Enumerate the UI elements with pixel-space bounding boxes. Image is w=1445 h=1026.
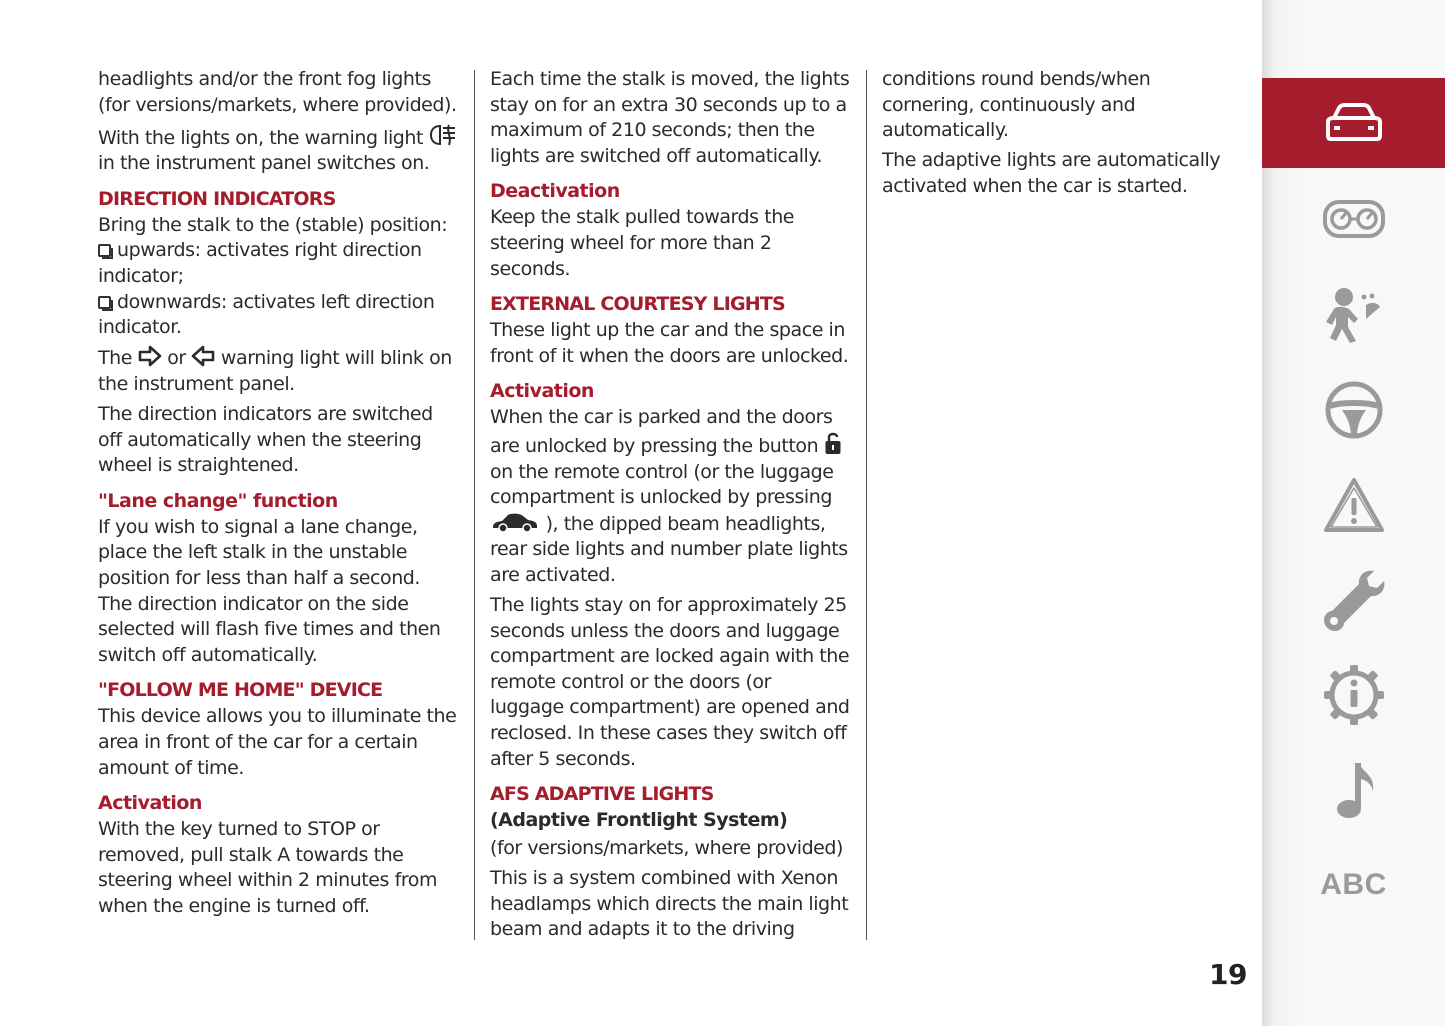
paragraph: The lights stay on for approximately 25 seconds unless the doors and luggage compartment are locked again with the remote control or the doors (or luggage compartment) are opened and reclosed. In these cases they switch off after 5 seconds. — [490, 594, 850, 770]
chapter-tab-emergency[interactable] — [1262, 460, 1445, 550]
unlock-icon — [824, 431, 842, 455]
bullet-icon — [98, 244, 111, 257]
chapter-tab-safety[interactable] — [1262, 270, 1445, 360]
heading-activation: Activation — [490, 380, 594, 403]
steering-wheel-icon — [1322, 378, 1386, 442]
heading-activation: Activation — [98, 792, 202, 815]
bullet-item: downwards: activates left direction indicator. — [98, 290, 435, 339]
paragraph: The or warning light will blink on the instrument panel. — [98, 347, 452, 395]
column-divider — [866, 70, 867, 940]
paragraph: Each time the stalk is moved, the lights stay on for an extra 30 seconds up to a maximum of 210 seconds; then the lights are switched off automatically. — [490, 68, 850, 167]
chapter-tab-instruments[interactable] — [1262, 175, 1445, 265]
chapter-tab-technical-data[interactable] — [1262, 650, 1445, 740]
column-3 — [882, 67, 1234, 204]
paragraph: This device allows you to illuminate the area in front of the car for a certain amount of time. — [98, 705, 457, 779]
paragraph: headlights and/or the front fog lights (for versions/markets, where provided). — [98, 68, 457, 116]
paragraph: With the key turned to STOP or removed, pull stalk A towards the steering wheel within 2 minutes from when the engine is turned off. — [98, 818, 438, 917]
wrench-icon — [1322, 567, 1386, 633]
paragraph: When the car is parked and the doors are unlocked by pressing the button on the remote control (or the luggage compartment is unlocked by pressing ), the dipped beam headlights, rear side lights and number plate lights are activated. — [490, 406, 848, 586]
paragraph: The direction indicators are switched off automatically when the steering wheel is straightened. — [98, 403, 433, 477]
subheading-afs: (Adaptive Frontlight System) — [490, 809, 788, 832]
car-icon — [1322, 98, 1386, 148]
warning-triangle-icon — [1322, 476, 1386, 534]
bullet-item: upwards: activates right direction indicator; — [98, 239, 422, 288]
paragraph: These light up the car and the space in front of it when the doors are unlocked. — [490, 319, 849, 367]
heading-afs-adaptive-lights: AFS ADAPTIVE LIGHTS — [490, 783, 714, 806]
right-arrow-icon — [138, 345, 162, 367]
airbag-person-icon — [1322, 285, 1386, 345]
paragraph: Keep the stalk pulled towards the steering wheel for more than 2 seconds. — [490, 206, 795, 280]
column-divider — [474, 70, 475, 940]
fog-light-icon — [429, 123, 457, 147]
heading-external-courtesy-lights: EXTERNAL COURTESY LIGHTS — [490, 293, 785, 316]
chapter-sidebar — [1262, 0, 1445, 1026]
chapter-tab-car[interactable] — [1262, 78, 1445, 168]
heading-lane-change: "Lane change" function — [98, 489, 338, 512]
page-number: 19 — [1209, 958, 1247, 991]
info-gear-icon — [1322, 663, 1386, 727]
heading-deactivation: Deactivation — [490, 180, 620, 203]
heading-follow-me-home: "FOLLOW ME HOME" DEVICE — [98, 679, 383, 702]
column-2 — [490, 67, 850, 948]
heading-direction-indicators: DIRECTION INDICATORS — [98, 187, 336, 210]
bullet-icon — [98, 296, 111, 309]
dashboard-gauges-icon — [1322, 198, 1386, 242]
index-abc-label: ABC — [1320, 868, 1387, 901]
chapter-tab-maintenance[interactable] — [1262, 555, 1445, 645]
music-note-icon — [1329, 759, 1379, 821]
chapter-tab-driving[interactable] — [1262, 365, 1445, 455]
paragraph: conditions round bends/when cornering, continuously and automatically. — [882, 68, 1151, 142]
paragraph: (for versions/markets, where provided) — [490, 837, 843, 860]
column-1 — [98, 67, 458, 924]
paragraph: The adaptive lights are automatically activated when the car is started. — [882, 149, 1221, 197]
left-arrow-icon — [191, 345, 215, 367]
paragraph: With the lights on, the warning light in the instrument panel switches on. — [98, 123, 458, 177]
paragraph: This is a system combined with Xenon headlamps which directs the main light beam and adapts it to the driving — [490, 867, 849, 941]
chapter-tab-multimedia[interactable] — [1262, 745, 1445, 835]
chapter-tab-index[interactable] — [1262, 840, 1445, 930]
paragraph: If you wish to signal a lane change, place the left stalk in the unstable position for less than half a second. The direction indicator on the side selected will flash five times and then switch off automatically. — [98, 515, 441, 666]
car-trunk-icon — [490, 511, 540, 533]
paragraph: Bring the stalk to the (stable) position: — [98, 213, 448, 236]
